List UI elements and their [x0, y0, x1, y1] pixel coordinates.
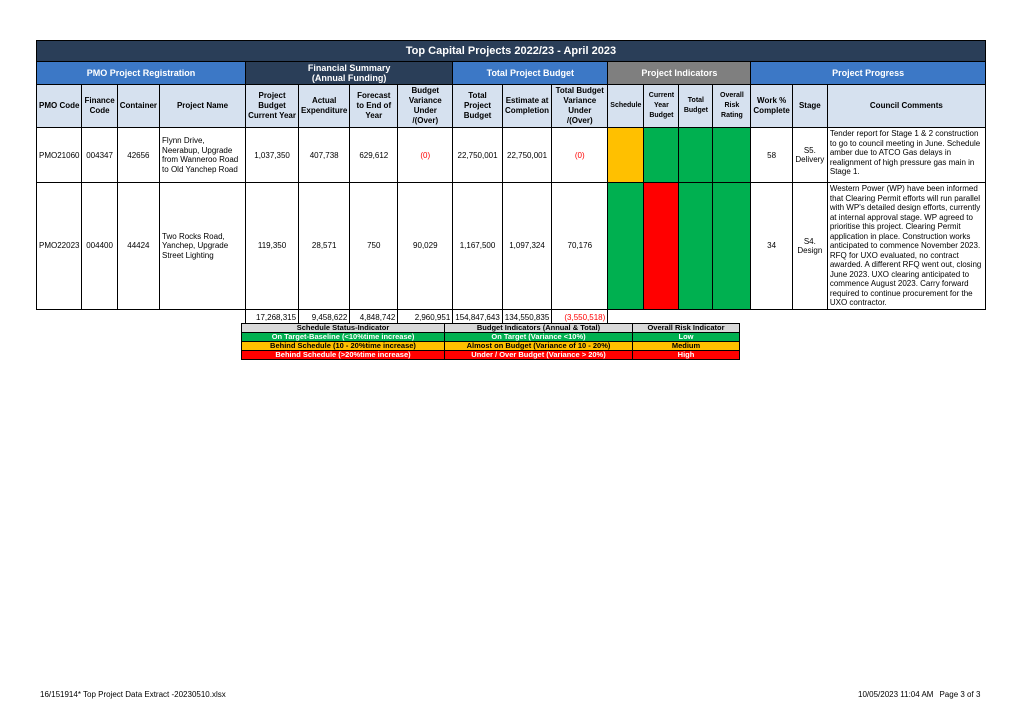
overall-risk-indicator — [713, 183, 751, 310]
schedule-indicator — [608, 183, 644, 310]
legend-budget-green: On Target (Variance <10%) — [445, 333, 633, 342]
legend-risk-high: High — [633, 351, 740, 360]
current-year-budget-indicator — [644, 128, 679, 183]
total-budget-indicator — [679, 128, 713, 183]
current-year-budget-indicator — [644, 183, 679, 310]
total-budget-variance-sum: (3,550,518) — [552, 309, 608, 327]
col-schedule: Schedule — [608, 85, 644, 128]
legend-budget-amber: Almost on Budget (Variance of 10 - 20%) — [445, 342, 633, 351]
budget-cell: 1,037,350 — [246, 128, 299, 183]
total-budget-cell: 22,750,001 — [453, 128, 503, 183]
total-actual-sum: 9,458,622 — [299, 309, 350, 327]
legend-header-schedule: Schedule Status-Indicator — [242, 324, 445, 333]
schedule-indicator — [608, 128, 644, 183]
col-project-budget: Project Budget Current Year — [246, 85, 299, 128]
col-actual-expenditure: Actual Expenditure — [299, 85, 350, 128]
finance-code-cell: 004347 — [82, 128, 117, 183]
total-budget-indicator — [679, 183, 713, 310]
legend-risk-low: Low — [633, 333, 740, 342]
legend-header-budget: Budget Indicators (Annual & Total) — [445, 324, 633, 333]
col-council-comments: Council Comments — [827, 85, 985, 128]
legend-budget-red: Under / Over Budget (Variance > 20%) — [445, 351, 633, 360]
group-project-indicators: Project Indicators — [608, 62, 751, 85]
group-total-project-budget: Total Project Budget — [453, 62, 608, 85]
col-work-complete: Work % Complete — [751, 85, 792, 128]
report-sheet — [36, 40, 986, 328]
col-finance-code: Finance Code — [82, 85, 117, 128]
overall-risk-indicator — [713, 128, 751, 183]
council-comments-cell: Western Power (WP) have been informed that Clearing Permit efforts will run parallel with WP's detailed design efforts, currently at internal approval stage. WP agreed to prioritise this project. Clearing Permit application in place. Construction works anticipated to commence November 2023. RFQ for UXO evaluated, no contract awarded. A different RFQ went out, closing June 2023. UXO clearing anticipated to commence August 2023. Carry forward required to continue procurement for the UXO contractor. — [827, 183, 985, 310]
work-complete-cell: 58 — [751, 128, 792, 183]
col-current-year-budget: Current Year Budget — [644, 85, 679, 128]
col-project-name: Project Name — [160, 85, 246, 128]
legend-schedule-amber: Behind Schedule (10 - 20%time increase) — [242, 342, 445, 351]
col-container: Container — [117, 85, 159, 128]
col-total-budget-variance: Total Budget Variance Under /(Over) — [552, 85, 608, 128]
table-row — [37, 183, 986, 310]
total-variance-cell: 70,176 — [552, 183, 608, 310]
col-forecast: Forecast to End of Year — [350, 85, 398, 128]
forecast-cell: 750 — [350, 183, 398, 310]
group-pmo-registration: PMO Project Registration — [37, 62, 246, 85]
total-variance-sum: 2,960,951 — [398, 309, 453, 327]
container-cell: 42656 — [117, 128, 159, 183]
budget-cell: 119,350 — [246, 183, 299, 310]
pmo-code-cell: PMO21060 — [37, 128, 82, 183]
footer-page-number: Page 3 of 3 — [939, 690, 981, 699]
footer-file-name: 16/151914* Top Project Data Extract -20230510.xlsx — [40, 690, 226, 699]
col-overall-risk-rating: Overall Risk Rating — [713, 85, 751, 128]
legend-schedule-red: Behind Schedule (>20%time increase) — [242, 351, 445, 360]
stage-cell: S5. Delivery — [792, 128, 827, 183]
col-total-project-budget: Total Project Budget — [453, 85, 503, 128]
total-budget-sum: 17,268,315 — [246, 309, 299, 327]
group-project-progress: Project Progress — [751, 62, 985, 85]
table-row — [37, 128, 986, 183]
estimate-cell: 22,750,001 — [502, 128, 552, 183]
forecast-cell: 629,612 — [350, 128, 398, 183]
col-pmo-code: PMO Code — [37, 85, 82, 128]
actual-cell: 28,571 — [299, 183, 350, 310]
stage-cell: S4. Design — [792, 183, 827, 310]
legend-header-risk: Overall Risk Indicator — [633, 324, 740, 333]
report-title: Top Capital Projects 2022/23 - April 2023 — [37, 41, 986, 62]
container-cell: 44424 — [117, 183, 159, 310]
total-estimate-sum: 134,550,835 — [502, 309, 552, 327]
work-complete-cell: 34 — [751, 183, 792, 310]
total-budget-cell: 1,167,500 — [453, 183, 503, 310]
footer-page-info — [852, 690, 980, 699]
legend-risk-medium: Medium — [633, 342, 740, 351]
footer-datetime: 10/05/2023 11:04 AM — [858, 690, 934, 699]
total-project-budget-sum: 154,847,643 — [453, 309, 503, 327]
indicator-legend — [241, 323, 740, 360]
variance-cell: 90,029 — [398, 183, 453, 310]
capital-projects-table — [36, 40, 986, 328]
project-name-cell: Flynn Drive, Neerabup, Upgrade from Wanneroo Road to Old Yanchep Road — [160, 128, 246, 183]
col-total-budget-indicator: Total Budget — [679, 85, 713, 128]
variance-cell: (0) — [398, 128, 453, 183]
col-estimate-at-completion: Estimate at Completion — [502, 85, 552, 128]
col-budget-variance: Budget Variance Under /(Over) — [398, 85, 453, 128]
col-stage: Stage — [792, 85, 827, 128]
project-name-cell: Two Rocks Road, Yanchep, Upgrade Street Lighting — [160, 183, 246, 310]
finance-code-cell: 004400 — [82, 183, 117, 310]
total-variance-cell: (0) — [552, 128, 608, 183]
group-financial-summary: Financial Summary (Annual Funding) — [246, 62, 453, 85]
total-forecast-sum: 4,848,742 — [350, 309, 398, 327]
pmo-code-cell: PMO22023 — [37, 183, 82, 310]
legend-schedule-green: On Target-Baseline (<10%time increase) — [242, 333, 445, 342]
actual-cell: 407,738 — [299, 128, 350, 183]
estimate-cell: 1,097,324 — [502, 183, 552, 310]
council-comments-cell: Tender report for Stage 1 & 2 construction to go to council meeting in June. Schedule amber due to ATCO Gas delays in realignment of high pressure gas main in Stage 1. — [827, 128, 985, 183]
